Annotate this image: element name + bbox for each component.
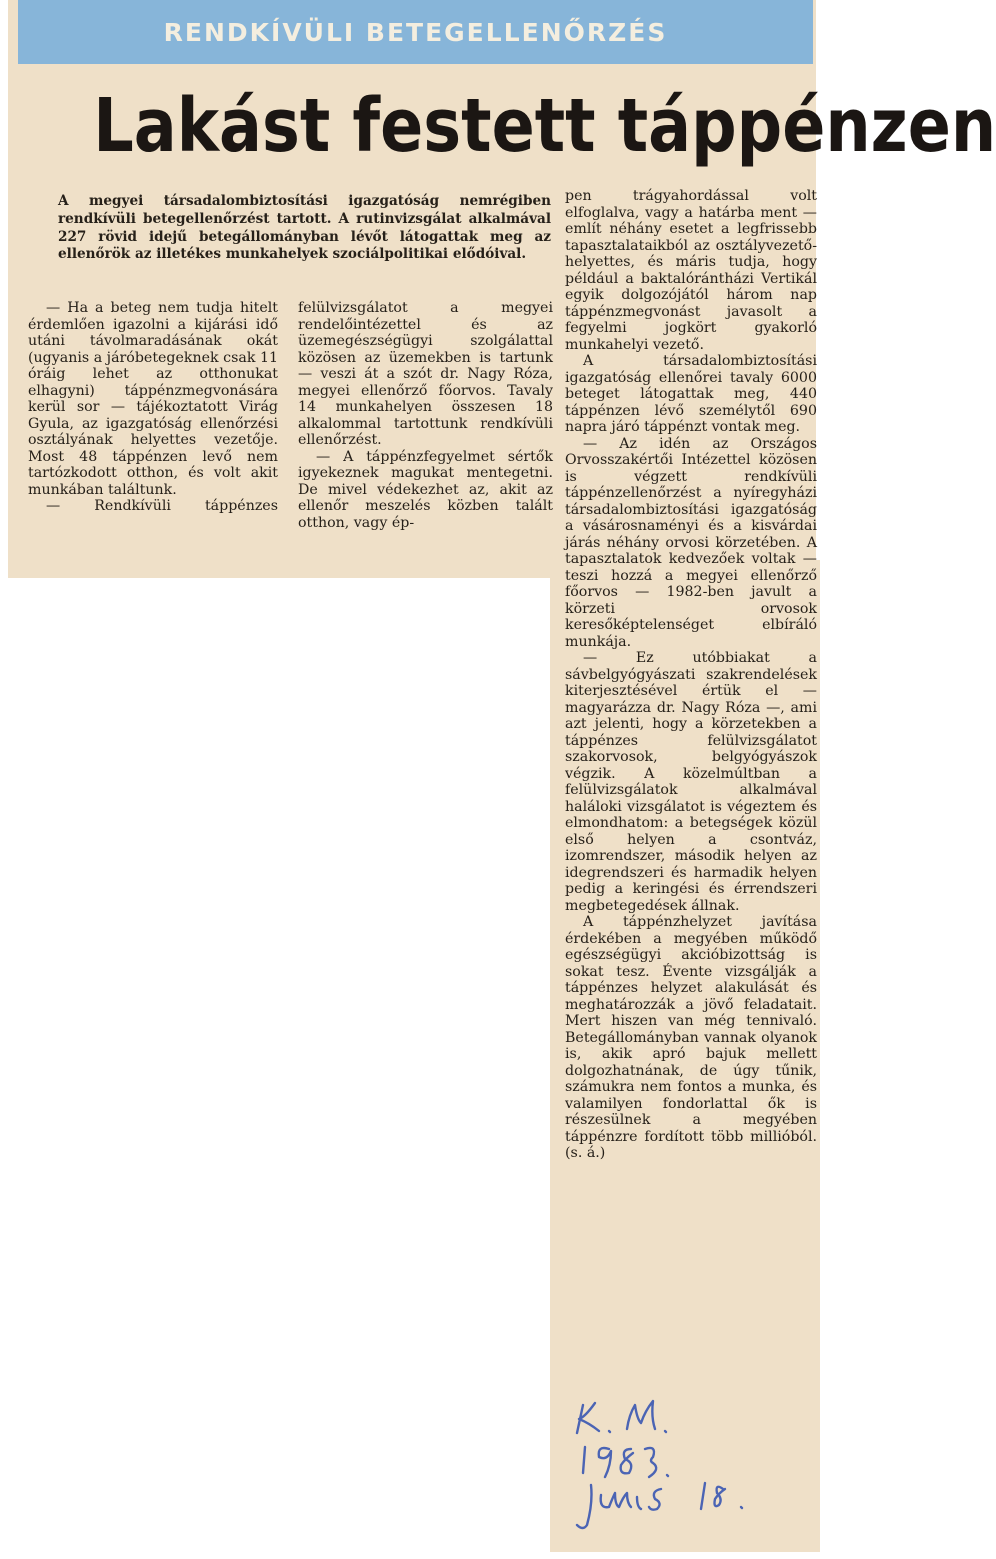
hw-stroke: [701, 1483, 705, 1509]
column-3: [565, 188, 817, 1162]
hw-stroke: [667, 1475, 668, 1476]
handwritten-note: [565, 1385, 795, 1545]
handwriting-drawing: [565, 1385, 795, 1545]
paragraph: — Ez utóbbiakat a sávbelgyógyászati szakrendelések kiterjesztésével értük el — magyarázza dr. Nagy Róza —, ami azt jelenti, hogy a körzetekben a táppénzes felülvizsgálatot szakorvosok, belgyógyászok végzik. A közelmúltban a felülvizsgálatok alkalmával haláloki vizsgálatot is végeztem és elmondhatom: a betegségek közül első helyen a csontváz, izomrendszer, második helyen az idegrendszeri és harmadik helyen pedig a keringési és érrendszeri megbetegedések állnak.: [565, 650, 817, 914]
column-2: [298, 300, 553, 531]
hw-stroke: [583, 1447, 585, 1473]
kicker-text: RENDKÍVÜLI BETEGELLENŐRZÉS: [163, 17, 668, 47]
kicker-band: [18, 0, 813, 64]
paragraph: — A táppénzfegyelmet sértők igyekeznek magukat mentegetni. De mivel védekezhet az, akit az ellenőr meszelés közben talált otthon, vagy ép-: [298, 448, 553, 531]
hw-stroke: [645, 1448, 656, 1477]
headline: Lakást festett táppénzen: [93, 83, 996, 169]
hw-stroke: [741, 1507, 742, 1508]
hw-stroke: [627, 1401, 655, 1429]
paragraph: — Ha a beteg nem tudja hitelt érdemlően igazolni a kijárási idő utáni távolmaradásának okát (ugyanis a járóbetegeknek csak 11 óráig lehet az otthonukat elhagyni) táppénzmegvonására kerül sor — tájékoztatott Virág Gyula, az igazgatóság ellenőrzési osztályának helyettes vezetője. Most 48 táppénzen levő nem tartózkodott otthon, és volt akit munkában találtunk.: [28, 300, 278, 498]
lead-paragraph: A megyei társadalombiztosítási igazgatóság nemrégiben rendkívüli betegellenőrzést tartott. A rutinvizsgálat alkalmával 227 rövid idejű betegállományban lévőt látogattak meg az ellenőrök az illetékes munkahelyek szociálpolitikai elődóival.: [58, 193, 551, 263]
paragraph: — Rendkívüli táppénzes: [46, 498, 278, 514]
hw-stroke: [601, 1493, 631, 1507]
hw-stroke: [599, 1448, 611, 1477]
paragraph: pen trágyahordással volt elfoglalva, vagy a határba ment — említ néhány esetet a legfrissebb tapasztalataikból az osztályvezető-helyettes, és máris tudja, hogy például a baktalórántházi Vertikál egyik dolgozójától három nap táppénzmegvonást javasolt a fegyelmi jogkört gyakorló munkahelyi vezető.: [565, 188, 817, 353]
hw-stroke: [609, 1431, 610, 1432]
hw-stroke: [649, 1489, 661, 1510]
hw-stroke: [621, 1449, 633, 1473]
hw-stroke: [637, 1497, 641, 1509]
paragraph: felülvizsgálatot a megyei rendelőintézettel és az üzemegészségügyi szolgálattal közösen az üzemekben is tartunk — veszi át a szót dr. Nagy Róza, megyei ellenőrző főorvos. Tavaly 14 munkahelyen összesen 18 alkalommal tartottunk rendkívüli ellenőrzést.: [298, 300, 553, 448]
paragraph: — Az idén az Országos Orvosszakértői Intézettel közösen is végzett rendkívüli táppénzellenőrzést a nyíregyházi társadalombiztosítási igazgatóság a vásárosnaményi és a kisvárdai járás néhány orvosi körzetében. A tapasztalatok kedvezőek voltak — teszi hozzá a megyei ellenőrző főorvos — 1982-ben javult a körzeti orvosok keresőképtelenséget elbíráló munkája.: [565, 435, 817, 650]
paragraph: A társadalombiztosítási igazgatóság ellenőrei tavaly 6000 beteget látogattak meg, 440 táppénzen lévő személytől 690 napra járó táppénzt vontak meg.: [565, 353, 817, 435]
paragraph: A táppénzhelyzet javítása érdekében a megyében működő egészségügyi akcióbizottság is sokat tesz. Évente vizsgálják a táppénzes helyzet alakulását és meghatározzák a jövő feladatait. Mert hiszen van még tennivaló. Betegállományban vannak olyanok is, akik apró bajuk mellett dolgozhatnának, de úgy tűnik, számukra nem fontos a munka, és valamilyen fondorlattal ők is részesülnek a megyében táppénzre fordított több millióból. (s. á.): [565, 914, 817, 1161]
hw-stroke: [577, 1485, 592, 1528]
hw-stroke: [665, 1431, 666, 1432]
column-1: [28, 300, 278, 515]
hw-stroke: [715, 1487, 726, 1506]
